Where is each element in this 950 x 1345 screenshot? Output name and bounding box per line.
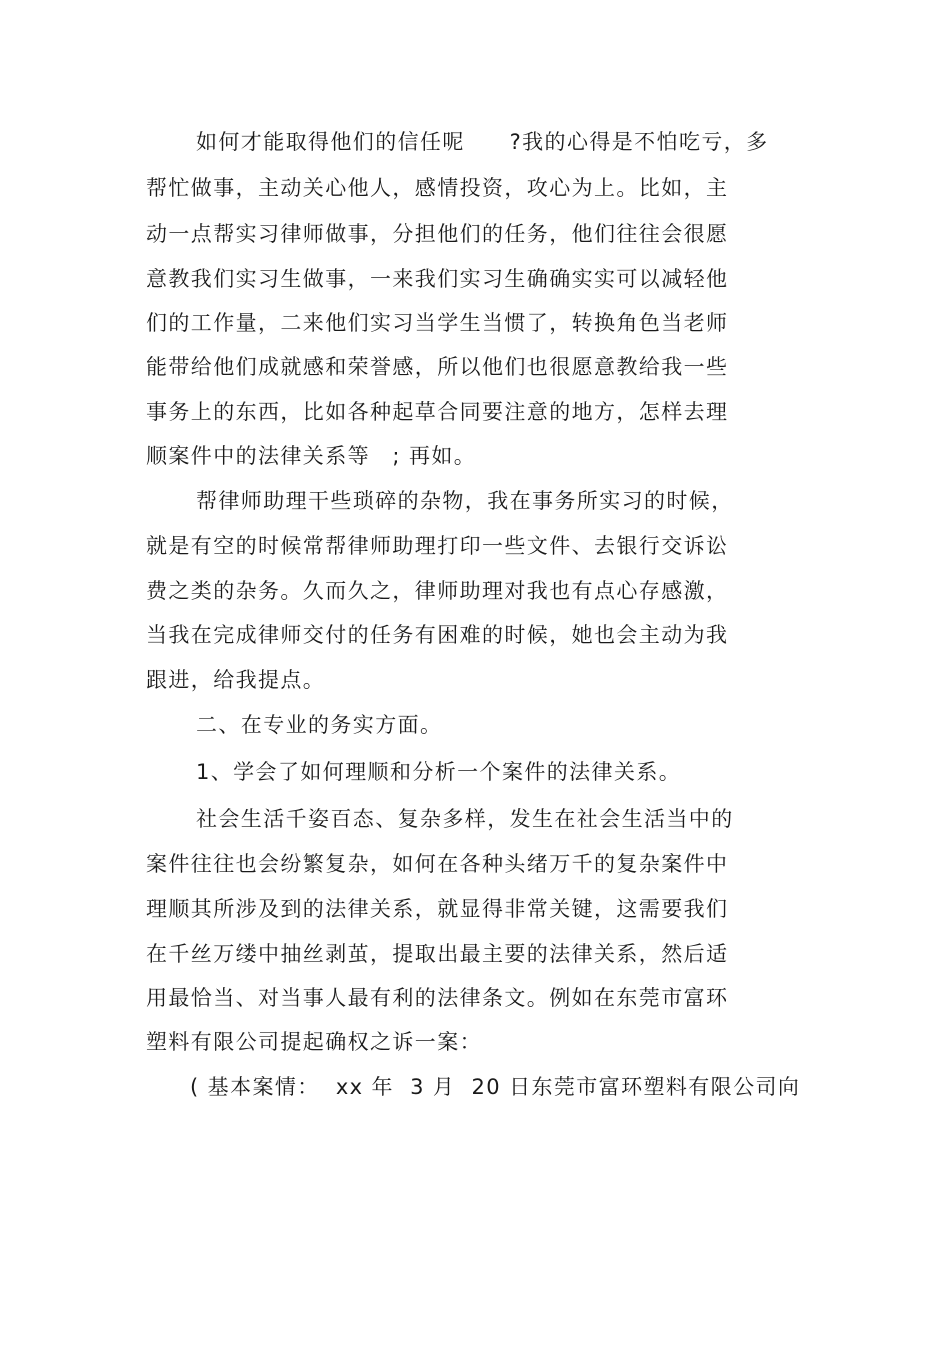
text-line: 们的工作量，二来他们实习当学生当惯了，转换角色当老师 [146,311,729,335]
text-line: 动一点帮实习律师做事，分担他们的任务，他们往往会很愿 [146,222,729,246]
text-line: 帮忙做事，主动关心他人，感情投资，攻心为上。比如，主 [146,176,729,200]
text-line: 社会生活千姿百态、复杂多样，发生在社会生活当中的 [196,807,734,831]
text-line: 帮律师助理干些琐碎的杂物，我在事务所实习的时候， [196,489,734,513]
text-line: 用最恰当、对当事人最有利的法律条文。例如在东莞市富环 [146,986,729,1010]
text-line: 理顺其所涉及到的法律关系，就显得非常关键，这需要我们 [146,897,729,921]
subsection-heading: 1、学会了如何理顺和分析一个案件的法律关系。 [196,760,682,784]
text-line: 塑料有限公司提起确权之诉一案： [146,1030,482,1054]
text-line: 能带给他们成就感和荣誉感，所以他们也很愿意教给我一些 [146,355,729,379]
text-line: 跟进，给我提点。 [146,668,326,692]
text-line: 事务上的东西，比如各种起草合同要注意的地方，怎样去理 [146,400,729,424]
text-line: 费之类的杂务。久而久之，律师助理对我也有点心存感激， [146,579,729,603]
text-line: 就是有空的时候常帮律师助理打印一些文件、去银行交诉讼 [146,534,729,558]
section-heading: 二、在专业的务实方面。 [196,713,443,737]
text-line: 在千丝万缕中抽丝剥茧，提取出最主要的法律关系，然后适 [146,942,729,966]
text-line: 顺案件中的法律关系等 ; 再如。 [146,444,477,468]
text-line: 如何才能取得他们的信任呢 ?我的心得是不怕吃亏，多 [196,130,769,154]
text-line: 当我在完成律师交付的任务有困难的时候，她也会主动为我 [146,623,729,647]
text-line: ( 基本案情： xx 年 3 月 20 日东莞市富环塑料有限公司向 [190,1075,801,1099]
text-line: 案件往往也会纷繁复杂，如何在各种头绪万千的复杂案件中 [146,852,729,876]
text-line: 意教我们实习生做事，一来我们实习生确确实实可以减轻他 [146,267,729,291]
